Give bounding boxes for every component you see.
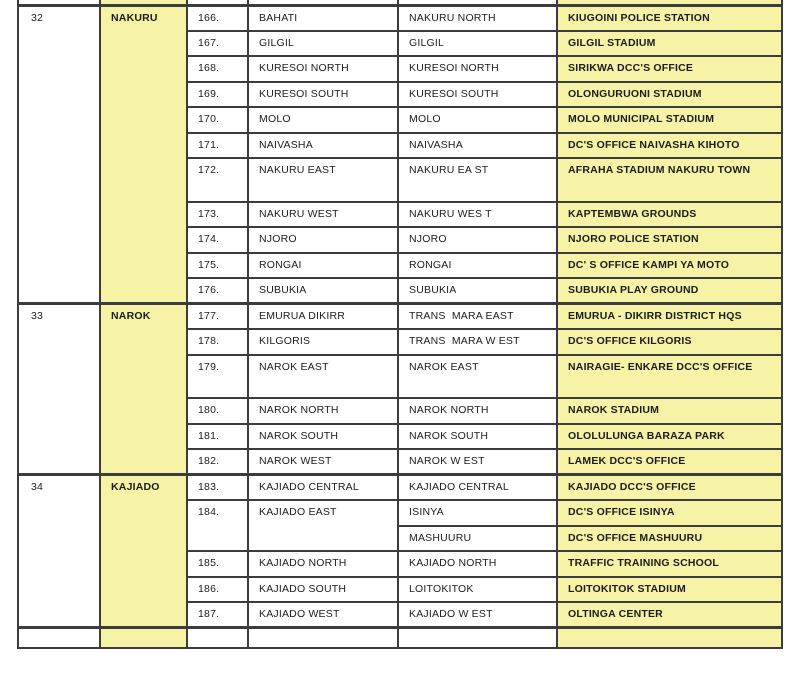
ward-cell: KURESOI SOUTH xyxy=(398,82,557,108)
venue-cell xyxy=(557,628,782,648)
ward-cell: NAROK EAST xyxy=(398,355,557,399)
venue-cell: LOITOKITOK STADIUM xyxy=(557,577,782,603)
ward-cell: MASHUURU xyxy=(398,526,557,552)
venue-cell: NAIRAGIE- ENKARE DCC'S OFFICE xyxy=(557,355,782,399)
constituency-cell: NAKURU EAST xyxy=(248,158,398,202)
ward-cell: ISINYA xyxy=(398,500,557,526)
ward-cell: NAROK NORTH xyxy=(398,398,557,424)
constituency-cell: GILGIL xyxy=(248,31,398,57)
constituency-cell: KAJIADO SOUTH xyxy=(248,577,398,603)
constituency-cell: NAKURU WEST xyxy=(248,202,398,228)
row-number-cell: 171. xyxy=(187,133,248,159)
constituency-cell: BAHATI xyxy=(248,5,398,31)
ward-cell: KAJIADO CENTRAL xyxy=(398,475,557,501)
ward-cell: MOLO xyxy=(398,107,557,133)
row-number-cell: 174. xyxy=(187,227,248,253)
row-number-cell xyxy=(187,628,248,648)
ward-cell: NJORO xyxy=(398,227,557,253)
venue-cell: MOLO MUNICIPAL STADIUM xyxy=(557,107,782,133)
ward-cell: LOITOKITOK xyxy=(398,577,557,603)
ward-cell: NAKURU EA ST xyxy=(398,158,557,202)
venue-cell: OLOLULUNGA BARAZA PARK xyxy=(557,424,782,450)
constituency-cell: EMURUA DIKIRR xyxy=(248,304,398,330)
row-number-cell: 175. xyxy=(187,253,248,279)
constituency-cell: MOLO xyxy=(248,107,398,133)
table-row xyxy=(18,5,782,31)
row-number-cell: 167. xyxy=(187,31,248,57)
ward-cell: TRANS MARA W EST xyxy=(398,329,557,355)
row-number-cell: 168. xyxy=(187,56,248,82)
venue-cell: DC'S OFFICE KILGORIS xyxy=(557,329,782,355)
constituency-cell: NAROK NORTH xyxy=(248,398,398,424)
row-number-cell: 178. xyxy=(187,329,248,355)
constituency-cell: NAROK WEST xyxy=(248,449,398,475)
constituency-cell: KURESOI NORTH xyxy=(248,56,398,82)
venue-cell: KAJIADO DCC'S OFFICE xyxy=(557,475,782,501)
ward-cell: GILGIL xyxy=(398,31,557,57)
venue-cell: NJORO POLICE STATION xyxy=(557,227,782,253)
row-number-cell: 176. xyxy=(187,278,248,304)
ward-cell: RONGAI xyxy=(398,253,557,279)
venue-cell: OLONGURUONI STADIUM xyxy=(557,82,782,108)
venue-cell: GILGIL STADIUM xyxy=(557,31,782,57)
county-number-cell: 32 xyxy=(18,5,100,304)
constituency-cell: KAJIADO WEST xyxy=(248,602,398,628)
county-number-cell xyxy=(18,628,100,648)
row-number-cell: 179. xyxy=(187,355,248,399)
constituency-cell xyxy=(248,628,398,648)
row-number-cell: 183. xyxy=(187,475,248,501)
ward-cell: NAKURU NORTH xyxy=(398,5,557,31)
venue-cell: EMURUA - DIKIRR DISTRICT HQS xyxy=(557,304,782,330)
venue-cell: DC'S OFFICE MASHUURU xyxy=(557,526,782,552)
ward-cell: KURESOI NORTH xyxy=(398,56,557,82)
venue-cell: SIRIKWA DCC'S OFFICE xyxy=(557,56,782,82)
county-name-cell: KAJIADO xyxy=(100,475,187,628)
venue-cell: OLTINGA CENTER xyxy=(557,602,782,628)
venue-cell: DC' S OFFICE KAMPI YA MOTO xyxy=(557,253,782,279)
ward-cell: NAIVASHA xyxy=(398,133,557,159)
row-number-cell: 187. xyxy=(187,602,248,628)
polling-venues-table xyxy=(17,0,783,649)
county-number-cell: 33 xyxy=(18,304,100,475)
county-name-cell: NAKURU xyxy=(100,5,187,304)
venue-cell: DC'S OFFICE NAIVASHA KIHOTO xyxy=(557,133,782,159)
county-name-cell: NAROK xyxy=(100,304,187,475)
row-number-cell: 173. xyxy=(187,202,248,228)
venue-cell: NAROK STADIUM xyxy=(557,398,782,424)
ward-cell: KAJIADO NORTH xyxy=(398,551,557,577)
venue-cell: KIUGOINI POLICE STATION xyxy=(557,5,782,31)
row-number-cell: 184. xyxy=(187,500,248,551)
constituency-cell: KURESOI SOUTH xyxy=(248,82,398,108)
table-row xyxy=(18,475,782,501)
venue-cell: LAMEK DCC'S OFFICE xyxy=(557,449,782,475)
venue-cell: KAPTEMBWA GROUNDS xyxy=(557,202,782,228)
constituency-cell: KAJIADO NORTH xyxy=(248,551,398,577)
row-number-cell: 180. xyxy=(187,398,248,424)
row-number-cell: 185. xyxy=(187,551,248,577)
venue-cell: TRAFFIC TRAINING SCHOOL xyxy=(557,551,782,577)
constituency-cell: NJORO xyxy=(248,227,398,253)
county-number-cell: 34 xyxy=(18,475,100,628)
row-number-cell: 177. xyxy=(187,304,248,330)
constituency-cell: NAROK SOUTH xyxy=(248,424,398,450)
venue-cell: SUBUKIA PLAY GROUND xyxy=(557,278,782,304)
ward-cell: NAKURU WES T xyxy=(398,202,557,228)
ward-cell: KAJIADO W EST xyxy=(398,602,557,628)
ward-cell xyxy=(398,628,557,648)
row-number-cell: 172. xyxy=(187,158,248,202)
ward-cell: NAROK W EST xyxy=(398,449,557,475)
constituency-cell: SUBUKIA xyxy=(248,278,398,304)
row-number-cell: 186. xyxy=(187,577,248,603)
constituency-cell: KILGORIS xyxy=(248,329,398,355)
venue-cell: AFRAHA STADIUM NAKURU TOWN xyxy=(557,158,782,202)
constituency-cell: NAROK EAST xyxy=(248,355,398,399)
constituency-cell: KAJIADO CENTRAL xyxy=(248,475,398,501)
table-row-partial-bottom xyxy=(18,628,782,648)
ward-cell: SUBUKIA xyxy=(398,278,557,304)
row-number-cell: 170. xyxy=(187,107,248,133)
ward-cell: TRANS MARA EAST xyxy=(398,304,557,330)
row-number-cell: 169. xyxy=(187,82,248,108)
table-row xyxy=(18,304,782,330)
row-number-cell: 182. xyxy=(187,449,248,475)
constituency-cell: KAJIADO EAST xyxy=(248,500,398,551)
constituency-cell: NAIVASHA xyxy=(248,133,398,159)
ward-cell: NAROK SOUTH xyxy=(398,424,557,450)
county-name-cell xyxy=(100,628,187,648)
row-number-cell: 166. xyxy=(187,5,248,31)
venue-cell: DC'S OFFICE ISINYA xyxy=(557,500,782,526)
constituency-cell: RONGAI xyxy=(248,253,398,279)
row-number-cell: 181. xyxy=(187,424,248,450)
